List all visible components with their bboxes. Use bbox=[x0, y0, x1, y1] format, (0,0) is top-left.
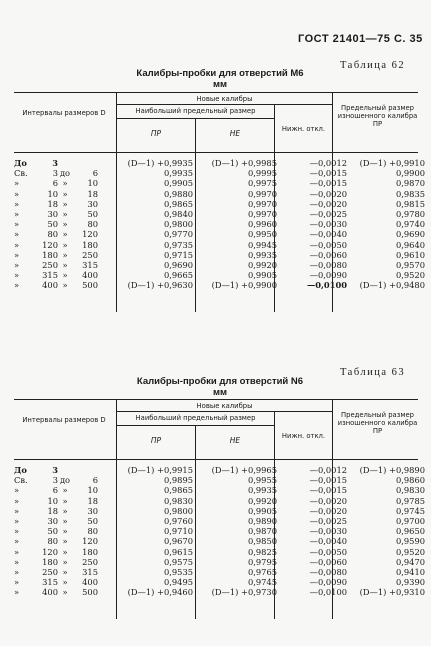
table-row bbox=[14, 567, 427, 577]
table-title-text: Калибры-пробки для отверстий N6 bbox=[136, 376, 304, 387]
interval-from: 120 bbox=[42, 239, 58, 250]
header-ne: НЕ bbox=[229, 129, 241, 138]
interval-to: 120 bbox=[82, 229, 98, 240]
pr-value: 0,9665 bbox=[163, 270, 193, 281]
table-units: мм bbox=[212, 79, 228, 90]
lower-deviation-value: —0,0050 bbox=[309, 239, 347, 250]
interval-to: 30 bbox=[87, 198, 98, 209]
ne-value: 0,9970 bbox=[247, 188, 277, 199]
interval-to: 10 bbox=[87, 485, 98, 496]
interval-to: 80 bbox=[87, 526, 98, 537]
worn-limit-value: 0,9745 bbox=[395, 505, 425, 516]
interval-to-word: » bbox=[62, 556, 68, 567]
interval-cell bbox=[14, 250, 114, 260]
interval-prefix: » bbox=[14, 536, 20, 547]
table-row bbox=[14, 209, 427, 219]
interval-to: 250 bbox=[82, 556, 98, 567]
ne-value: 0,9935 bbox=[247, 485, 277, 496]
table-row bbox=[14, 270, 427, 280]
table-units: мм bbox=[212, 387, 228, 398]
worn-limit-value: 0,9740 bbox=[395, 219, 425, 230]
table-row bbox=[14, 260, 427, 270]
interval-from: 80 bbox=[47, 536, 58, 547]
table-row bbox=[14, 557, 427, 567]
interval-to: 6 bbox=[92, 168, 98, 179]
interval-from: 180 bbox=[42, 556, 58, 567]
interval-cell bbox=[14, 516, 114, 526]
ne-value: 0,9920 bbox=[247, 495, 277, 506]
lower-deviation-value: —0,0020 bbox=[309, 495, 347, 506]
data-table-63 bbox=[14, 465, 427, 598]
interval-to-word: » bbox=[62, 536, 68, 547]
interval-from: 120 bbox=[42, 546, 58, 557]
data-table-62 bbox=[14, 158, 427, 291]
ne-value: 0,9920 bbox=[247, 260, 277, 271]
ne-value: (D—1) +0,9730 bbox=[211, 587, 277, 598]
page-header: ГОСТ 21401—75 С. 35 bbox=[298, 33, 423, 45]
pr-value: 0,9865 bbox=[163, 198, 193, 209]
lower-deviation-value: —0,0090 bbox=[309, 270, 347, 281]
pr-value: (D—1) +0,9915 bbox=[127, 465, 193, 475]
interval-prefix: » bbox=[14, 577, 20, 588]
interval-to: 250 bbox=[82, 249, 98, 260]
worn-limit-value: (D—1) +0,9890 bbox=[359, 465, 425, 475]
table-row bbox=[14, 250, 427, 260]
interval-cell bbox=[14, 219, 114, 229]
interval-cell bbox=[14, 485, 114, 495]
interval-to: 315 bbox=[82, 567, 98, 578]
header-new-calibres: Новые калибры bbox=[196, 402, 253, 410]
lower-deviation-value: —0,0025 bbox=[309, 209, 347, 220]
interval-to-word: » bbox=[62, 516, 68, 527]
ne-value: 0,9905 bbox=[247, 270, 277, 281]
interval-cell bbox=[14, 506, 114, 516]
header-worn-limit: Предельный размер изношенного калибра ПР bbox=[337, 411, 418, 435]
lower-deviation-value: —0,0060 bbox=[309, 556, 347, 567]
header-intervals: Интервалы размеров D bbox=[22, 416, 106, 424]
interval-to: 50 bbox=[87, 209, 98, 220]
pr-value: (D—1) +0,9630 bbox=[127, 280, 193, 291]
interval-to: 18 bbox=[87, 188, 98, 199]
table-row bbox=[14, 536, 427, 546]
table-row bbox=[14, 516, 427, 526]
interval-prefix: » bbox=[14, 495, 20, 506]
interval-cell bbox=[14, 475, 114, 485]
pr-value: 0,9840 bbox=[163, 209, 193, 220]
interval-cell bbox=[14, 229, 114, 239]
pr-value: 0,9615 bbox=[163, 546, 193, 557]
table-row bbox=[14, 506, 427, 516]
interval-prefix: » bbox=[14, 198, 20, 209]
table-row bbox=[14, 577, 427, 587]
interval-from: 18 bbox=[47, 198, 58, 209]
interval-to: 400 bbox=[82, 577, 98, 588]
interval-prefix: » bbox=[14, 219, 20, 230]
interval-prefix: » bbox=[14, 209, 20, 220]
interval-from: 18 bbox=[47, 505, 58, 516]
interval-to-word: » bbox=[62, 546, 68, 557]
interval-from: 3 bbox=[52, 465, 58, 475]
lower-deviation-value: —0,0030 bbox=[309, 219, 347, 230]
interval-from: 6 bbox=[52, 485, 58, 496]
lower-deviation-value: —0,0015 bbox=[309, 168, 347, 179]
interval-from: 400 bbox=[42, 587, 58, 598]
worn-limit-value: (D—1) +0,9910 bbox=[359, 158, 425, 168]
ne-value: (D—1) +0,9965 bbox=[211, 465, 277, 475]
table-row bbox=[14, 189, 427, 199]
table-row bbox=[14, 475, 427, 485]
lower-deviation-value: —0,0080 bbox=[309, 567, 347, 578]
header-largest-size: Наибольший предельный размер bbox=[135, 414, 256, 422]
lower-deviation-value: —0,0100 bbox=[309, 587, 347, 598]
worn-limit-value: 0,9640 bbox=[395, 239, 425, 250]
interval-to: 315 bbox=[82, 260, 98, 271]
worn-limit-value: 0,9520 bbox=[395, 270, 425, 281]
interval-to: 10 bbox=[87, 178, 98, 189]
worn-limit-value: 0,9835 bbox=[395, 188, 425, 199]
table-row bbox=[14, 587, 427, 597]
ne-value: 0,9890 bbox=[247, 516, 277, 527]
interval-to-word: » bbox=[62, 219, 68, 230]
header-lower-deviation: Нижн. откл. bbox=[281, 125, 326, 133]
interval-cell bbox=[14, 158, 114, 168]
interval-cell bbox=[14, 178, 114, 188]
table-title-text: Калибры-пробки для отверстий М6 bbox=[136, 68, 304, 79]
table-row bbox=[14, 280, 427, 290]
ne-value: (D—1) +0,9985 bbox=[211, 158, 277, 168]
worn-limit-value: 0,9650 bbox=[395, 526, 425, 537]
pr-value: 0,9535 bbox=[163, 567, 193, 578]
interval-prefix: » bbox=[14, 188, 20, 199]
header-lower-deviation: Нижн. откл. bbox=[281, 432, 326, 440]
lower-deviation-value: —0,0020 bbox=[309, 198, 347, 209]
interval-from: 315 bbox=[42, 270, 58, 281]
pr-value: 0,9800 bbox=[163, 505, 193, 516]
interval-cell bbox=[14, 557, 114, 567]
interval-to: 400 bbox=[82, 270, 98, 281]
header-intervals: Интервалы размеров D bbox=[22, 109, 106, 117]
interval-prefix: » bbox=[14, 485, 20, 496]
worn-limit-value: 0,9860 bbox=[395, 475, 425, 486]
table-row bbox=[14, 526, 427, 536]
interval-to-word: » bbox=[62, 198, 68, 209]
interval-cell bbox=[14, 465, 114, 475]
interval-from: 30 bbox=[47, 209, 58, 220]
pr-value: 0,9905 bbox=[163, 178, 193, 189]
interval-cell bbox=[14, 280, 114, 290]
lower-deviation-value: —0,0040 bbox=[309, 229, 347, 240]
lower-deviation-value: —0,0030 bbox=[309, 526, 347, 537]
interval-to-word: » bbox=[62, 239, 68, 250]
interval-cell bbox=[14, 547, 114, 557]
interval-from: 80 bbox=[47, 229, 58, 240]
worn-limit-value: 0,9410 bbox=[395, 567, 425, 578]
header-pr: ПР bbox=[150, 129, 162, 138]
pr-value: 0,9735 bbox=[163, 239, 193, 250]
interval-to-word: » bbox=[62, 577, 68, 588]
table-title bbox=[120, 376, 320, 398]
worn-limit-value: 0,9520 bbox=[395, 546, 425, 557]
interval-from: 6 bbox=[52, 178, 58, 189]
worn-limit-value: 0,9815 bbox=[395, 198, 425, 209]
interval-prefix: » bbox=[14, 260, 20, 271]
interval-from: 3 bbox=[52, 475, 58, 486]
interval-to: 80 bbox=[87, 219, 98, 230]
interval-from: 10 bbox=[47, 188, 58, 199]
interval-from: 3 bbox=[52, 168, 58, 179]
interval-to: 120 bbox=[82, 536, 98, 547]
interval-cell bbox=[14, 209, 114, 219]
interval-cell bbox=[14, 260, 114, 270]
pr-value: 0,9800 bbox=[163, 219, 193, 230]
worn-limit-value: 0,9390 bbox=[395, 577, 425, 588]
table-row bbox=[14, 229, 427, 239]
lower-deviation-value: —0,0050 bbox=[309, 546, 347, 557]
interval-from: 250 bbox=[42, 260, 58, 271]
interval-prefix: До bbox=[14, 158, 27, 168]
worn-limit-value: 0,9690 bbox=[395, 229, 425, 240]
header-worn-limit: Предельный размер изношенного калибра ПР bbox=[337, 104, 418, 128]
interval-prefix: » bbox=[14, 178, 20, 189]
ne-value: 0,9950 bbox=[247, 229, 277, 240]
interval-to-word: » bbox=[62, 567, 68, 578]
table-row bbox=[14, 178, 427, 188]
interval-to-word: » bbox=[62, 229, 68, 240]
interval-cell bbox=[14, 270, 114, 280]
interval-cell bbox=[14, 526, 114, 536]
interval-to-word: » bbox=[62, 526, 68, 537]
pr-value: 0,9575 bbox=[163, 556, 193, 567]
interval-prefix: » bbox=[14, 239, 20, 250]
lower-deviation-value: —0,0080 bbox=[309, 260, 347, 271]
lower-deviation-value: —0,0040 bbox=[309, 536, 347, 547]
interval-to-word: » bbox=[62, 280, 68, 291]
interval-to-word: » bbox=[62, 587, 68, 598]
ne-value: 0,9945 bbox=[247, 239, 277, 250]
table-row bbox=[14, 199, 427, 209]
interval-to: 180 bbox=[82, 546, 98, 557]
pr-value: (D—1) +0,9935 bbox=[127, 158, 193, 168]
interval-from: 315 bbox=[42, 577, 58, 588]
interval-prefix: » bbox=[14, 556, 20, 567]
ne-value: 0,9870 bbox=[247, 526, 277, 537]
table-row bbox=[14, 496, 427, 506]
interval-from: 10 bbox=[47, 495, 58, 506]
worn-limit-value: 0,9900 bbox=[395, 168, 425, 179]
interval-to: 50 bbox=[87, 516, 98, 527]
worn-limit-value: 0,9700 bbox=[395, 516, 425, 527]
interval-to-word: » bbox=[62, 495, 68, 506]
table-row bbox=[14, 219, 427, 229]
interval-prefix: » bbox=[14, 526, 20, 537]
interval-prefix: Св. bbox=[14, 168, 28, 179]
pr-value: 0,9690 bbox=[163, 260, 193, 271]
lower-deviation-value: —0,0015 bbox=[309, 178, 347, 189]
interval-prefix: » bbox=[14, 546, 20, 557]
header-new-calibres: Новые калибры bbox=[196, 95, 253, 103]
interval-to: 500 bbox=[82, 587, 98, 598]
pr-value: 0,9880 bbox=[163, 188, 193, 199]
header-ne: НЕ bbox=[229, 436, 241, 445]
ne-value: 0,9960 bbox=[247, 219, 277, 230]
lower-deviation-value: —0,0025 bbox=[309, 516, 347, 527]
interval-to: 6 bbox=[92, 475, 98, 486]
interval-from: 50 bbox=[47, 219, 58, 230]
table-row bbox=[14, 168, 427, 178]
pr-value: 0,9760 bbox=[163, 516, 193, 527]
worn-limit-value: (D—1) +0,9480 bbox=[359, 280, 425, 291]
ne-value: 0,9825 bbox=[247, 546, 277, 557]
pr-value: 0,9895 bbox=[163, 475, 193, 486]
ne-value: 0,9955 bbox=[247, 475, 277, 486]
interval-to-word: » bbox=[62, 209, 68, 220]
interval-from: 250 bbox=[42, 567, 58, 578]
interval-to: 18 bbox=[87, 495, 98, 506]
pr-value: 0,9935 bbox=[163, 168, 193, 179]
table-row bbox=[14, 547, 427, 557]
lower-deviation-value: —0,0090 bbox=[309, 577, 347, 588]
pr-value: 0,9495 bbox=[163, 577, 193, 588]
interval-from: 3 bbox=[52, 158, 58, 168]
lower-deviation-value: —0,0012 bbox=[309, 158, 347, 168]
interval-to-word: до bbox=[59, 168, 71, 179]
interval-to-word: » bbox=[62, 188, 68, 199]
worn-limit-value: 0,9470 bbox=[395, 556, 425, 567]
interval-prefix: » bbox=[14, 280, 20, 291]
lower-deviation-value: —0,0020 bbox=[309, 188, 347, 199]
lower-deviation-value: —0,0020 bbox=[309, 505, 347, 516]
ne-value: 0,9850 bbox=[247, 536, 277, 547]
table-title bbox=[120, 68, 320, 90]
ne-value: 0,9765 bbox=[247, 567, 277, 578]
interval-prefix: Св. bbox=[14, 475, 28, 486]
interval-prefix: » bbox=[14, 567, 20, 578]
interval-from: 400 bbox=[42, 280, 58, 291]
table-label: Таблица 62 bbox=[340, 60, 406, 71]
lower-deviation-value: —0,0015 bbox=[309, 485, 347, 496]
lower-deviation-value: —0,0015 bbox=[309, 475, 347, 486]
ne-value: 0,9745 bbox=[247, 577, 277, 588]
interval-from: 30 bbox=[47, 516, 58, 527]
interval-cell bbox=[14, 189, 114, 199]
pr-value: 0,9710 bbox=[163, 526, 193, 537]
interval-cell bbox=[14, 240, 114, 250]
interval-cell bbox=[14, 168, 114, 178]
interval-to-word: » bbox=[62, 178, 68, 189]
pr-value: 0,9770 bbox=[163, 229, 193, 240]
ne-value: 0,9935 bbox=[247, 249, 277, 260]
interval-cell bbox=[14, 577, 114, 587]
worn-limit-value: 0,9610 bbox=[395, 249, 425, 260]
interval-prefix: » bbox=[14, 270, 20, 281]
ne-value: 0,9970 bbox=[247, 198, 277, 209]
interval-cell bbox=[14, 587, 114, 597]
interval-to: 30 bbox=[87, 505, 98, 516]
interval-prefix: » bbox=[14, 516, 20, 527]
interval-to: 500 bbox=[82, 280, 98, 291]
interval-to-word: » bbox=[62, 260, 68, 271]
worn-limit-value: 0,9870 bbox=[395, 178, 425, 189]
pr-value: 0,9865 bbox=[163, 485, 193, 496]
interval-cell bbox=[14, 496, 114, 506]
table-row bbox=[14, 158, 427, 168]
table-row bbox=[14, 465, 427, 475]
lower-deviation-value: —0,0060 bbox=[309, 249, 347, 260]
lower-deviation-value: —0,0012 bbox=[309, 465, 347, 475]
header-largest-size: Наибольший предельный размер bbox=[135, 107, 256, 115]
table-row bbox=[14, 485, 427, 495]
ne-value: 0,9905 bbox=[247, 505, 277, 516]
interval-cell bbox=[14, 199, 114, 209]
worn-limit-value: 0,9780 bbox=[395, 209, 425, 220]
worn-limit-value: 0,9830 bbox=[395, 485, 425, 496]
interval-prefix: » bbox=[14, 587, 20, 598]
interval-cell bbox=[14, 567, 114, 577]
interval-to-word: » bbox=[62, 270, 68, 281]
ne-value: 0,9970 bbox=[247, 209, 277, 220]
table-label: Таблица 63 bbox=[340, 367, 406, 378]
pr-value: 0,9830 bbox=[163, 495, 193, 506]
worn-limit-value: (D—1) +0,9310 bbox=[359, 587, 425, 598]
worn-limit-value: 0,9590 bbox=[395, 536, 425, 547]
table-row bbox=[14, 240, 427, 250]
interval-from: 180 bbox=[42, 249, 58, 260]
interval-prefix: » bbox=[14, 249, 20, 260]
interval-to-word: » bbox=[62, 249, 68, 260]
interval-to-word: до bbox=[59, 475, 71, 486]
header-pr: ПР bbox=[150, 436, 162, 445]
pr-value: 0,9670 bbox=[163, 536, 193, 547]
interval-to: 180 bbox=[82, 239, 98, 250]
interval-cell bbox=[14, 536, 114, 546]
interval-from: 50 bbox=[47, 526, 58, 537]
worn-limit-value: 0,9570 bbox=[395, 260, 425, 271]
interval-prefix: » bbox=[14, 229, 20, 240]
lower-deviation-value: —0,0100 bbox=[306, 280, 347, 291]
ne-value: 0,9795 bbox=[247, 556, 277, 567]
ne-value: 0,9995 bbox=[247, 168, 277, 179]
interval-prefix: » bbox=[14, 505, 20, 516]
pr-value: (D—1) +0,9460 bbox=[127, 587, 193, 598]
interval-prefix: До bbox=[14, 465, 27, 475]
interval-to-word: » bbox=[62, 485, 68, 496]
ne-value: 0,9975 bbox=[247, 178, 277, 189]
ne-value: (D—1) +0,9900 bbox=[211, 280, 277, 291]
pr-value: 0,9715 bbox=[163, 249, 193, 260]
worn-limit-value: 0,9785 bbox=[395, 495, 425, 506]
interval-to-word: » bbox=[62, 505, 68, 516]
